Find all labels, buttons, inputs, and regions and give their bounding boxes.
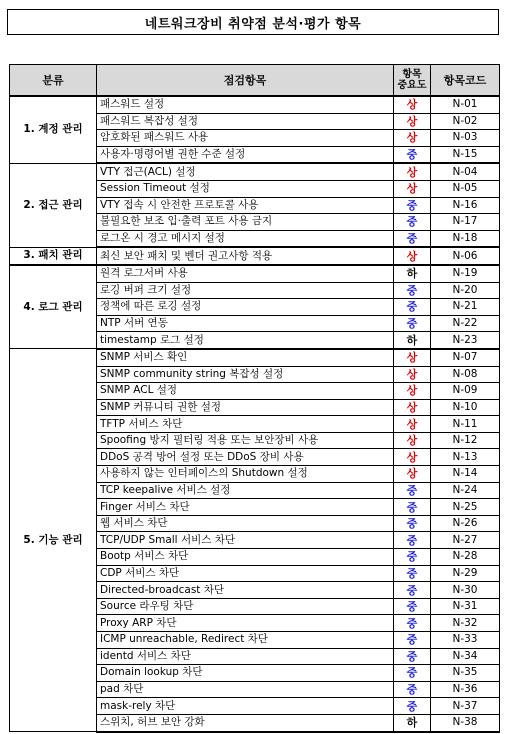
code-cell: N-36: [431, 681, 500, 698]
code-cell: N-22: [431, 315, 500, 332]
importance-cell: 상: [394, 96, 431, 113]
code-cell: N-28: [431, 549, 500, 566]
importance-cell: 중: [394, 532, 431, 549]
item-cell: 정책에 따른 로깅 설정: [97, 299, 394, 316]
importance-cell: 상: [394, 449, 431, 466]
code-cell: N-12: [431, 432, 500, 449]
header-item: 점검항목: [97, 65, 394, 97]
item-cell: TFTP 서비스 차단: [97, 416, 394, 433]
importance-cell: 상: [394, 366, 431, 383]
importance-cell: 하: [394, 714, 431, 731]
item-cell: 스위치, 허브 보안 강화: [97, 714, 394, 731]
code-cell: N-25: [431, 499, 500, 516]
code-cell: N-24: [431, 482, 500, 499]
item-cell: 사용자·명령어별 권한 수준 설정: [97, 146, 394, 163]
importance-cell: 중: [394, 146, 431, 163]
code-cell: N-38: [431, 714, 500, 731]
importance-cell: 상: [394, 247, 431, 265]
item-cell: ICMP unreachable, Redirect 차단: [97, 632, 394, 649]
importance-cell: 중: [394, 197, 431, 214]
importance-cell: 중: [394, 214, 431, 231]
category-cell: 1. 계정 관리: [10, 96, 97, 163]
item-cell: 사용하지 않는 인터페이스의 Shutdown 설정: [97, 466, 394, 483]
code-cell: N-20: [431, 282, 500, 299]
item-cell: DDoS 공격 방어 설정 또는 DDoS 장비 사용: [97, 449, 394, 466]
code-cell: N-34: [431, 648, 500, 665]
item-cell: 패스워드 복잡성 설정: [97, 113, 394, 130]
code-cell: N-17: [431, 214, 500, 231]
code-cell: N-27: [431, 532, 500, 549]
item-cell: TCP keepalive 서비스 설정: [97, 482, 394, 499]
code-cell: N-21: [431, 299, 500, 316]
item-cell: VTY 접속 시 안전한 프로토콜 사용: [97, 197, 394, 214]
importance-cell: 상: [394, 349, 431, 366]
item-cell: SNMP 서비스 확인: [97, 349, 394, 366]
code-cell: N-31: [431, 598, 500, 615]
code-cell: N-29: [431, 565, 500, 582]
importance-cell: 중: [394, 230, 431, 247]
importance-cell: 상: [394, 383, 431, 400]
item-cell: SNMP community string 복잡성 설정: [97, 366, 394, 383]
table-header-row: [10, 65, 500, 97]
code-cell: N-33: [431, 632, 500, 649]
importance-cell: 중: [394, 315, 431, 332]
code-cell: N-23: [431, 332, 500, 349]
item-cell: 패스워드 설정: [97, 96, 394, 113]
item-cell: Proxy ARP 차단: [97, 615, 394, 632]
item-cell: 원격 로그서버 사용: [97, 265, 394, 282]
table-row: [10, 96, 500, 113]
item-cell: 웹 서비스 차단: [97, 515, 394, 532]
importance-cell: 상: [394, 466, 431, 483]
header-category: 분류: [10, 65, 97, 97]
code-cell: N-32: [431, 615, 500, 632]
importance-cell: 상: [394, 163, 431, 180]
code-cell: N-02: [431, 113, 500, 130]
code-cell: N-26: [431, 515, 500, 532]
importance-cell: 상: [394, 399, 431, 416]
importance-cell: 중: [394, 499, 431, 516]
importance-cell: 중: [394, 632, 431, 649]
item-cell: mask-rely 차단: [97, 698, 394, 715]
item-cell: Finger 서비스 차단: [97, 499, 394, 516]
code-cell: N-15: [431, 146, 500, 163]
code-cell: N-10: [431, 399, 500, 416]
item-cell: SNMP ACL 설정: [97, 383, 394, 400]
item-cell: timestamp 로그 설정: [97, 332, 394, 349]
item-cell: 로깅 버퍼 크기 설정: [97, 282, 394, 299]
importance-cell: 상: [394, 113, 431, 130]
item-cell: Spoofing 방지 필터링 적용 또는 보안장비 사용: [97, 432, 394, 449]
item-cell: CDP 서비스 차단: [97, 565, 394, 582]
importance-cell: 중: [394, 648, 431, 665]
code-cell: N-07: [431, 349, 500, 366]
code-cell: N-04: [431, 163, 500, 180]
importance-cell: 중: [394, 681, 431, 698]
item-cell: 불필요한 보조 입·출력 포트 사용 금지: [97, 214, 394, 231]
item-cell: pad 차단: [97, 681, 394, 698]
code-cell: N-30: [431, 582, 500, 599]
importance-cell: 중: [394, 299, 431, 316]
table-row: [10, 349, 500, 366]
code-cell: N-35: [431, 665, 500, 682]
table-body: [10, 96, 500, 732]
code-cell: N-08: [431, 366, 500, 383]
header-importance: [394, 65, 431, 97]
header-code: 항목코드: [431, 65, 500, 97]
item-cell: Directed-broadcast 차단: [97, 582, 394, 599]
importance-cell: 중: [394, 282, 431, 299]
table-row: [10, 163, 500, 180]
category-cell: 2. 접근 관리: [10, 163, 97, 247]
code-cell: N-06: [431, 247, 500, 265]
importance-cell: 하: [394, 265, 431, 282]
importance-cell: 중: [394, 565, 431, 582]
item-cell: 암호화된 패스워드 사용: [97, 130, 394, 147]
importance-cell: 중: [394, 598, 431, 615]
table-row: [10, 265, 500, 282]
importance-cell: 하: [394, 332, 431, 349]
code-cell: N-13: [431, 449, 500, 466]
item-cell: identd 서비스 차단: [97, 648, 394, 665]
importance-cell: 중: [394, 698, 431, 715]
importance-cell: 상: [394, 180, 431, 197]
importance-cell: 중: [394, 549, 431, 566]
category-cell: 3. 패치 관리: [10, 247, 97, 265]
code-cell: N-01: [431, 96, 500, 113]
importance-cell: 상: [394, 130, 431, 147]
code-cell: N-09: [431, 383, 500, 400]
assessment-table: [9, 64, 500, 733]
code-cell: N-05: [431, 180, 500, 197]
importance-cell: 중: [394, 615, 431, 632]
item-cell: 로그온 시 경고 메시지 설정: [97, 230, 394, 247]
importance-cell: 상: [394, 416, 431, 433]
header-importance-label: 항목 중요도: [397, 69, 427, 91]
item-cell: 최신 보안 패치 및 벤더 권고사항 적용: [97, 247, 394, 265]
item-cell: Source 라우팅 차단: [97, 598, 394, 615]
importance-cell: 중: [394, 582, 431, 599]
importance-cell: 상: [394, 432, 431, 449]
code-cell: N-14: [431, 466, 500, 483]
category-cell: 4. 로그 관리: [10, 265, 97, 349]
item-cell: VTY 접근(ACL) 설정: [97, 163, 394, 180]
category-cell: 5. 기능 관리: [10, 349, 97, 732]
item-cell: TCP/UDP Small 서비스 차단: [97, 532, 394, 549]
item-cell: Domain lookup 차단: [97, 665, 394, 682]
page-title: 네트워크장비 취약점 분석·평가 항목: [7, 9, 499, 35]
code-cell: N-16: [431, 197, 500, 214]
table-row: [10, 247, 500, 265]
code-cell: N-37: [431, 698, 500, 715]
importance-cell: 중: [394, 482, 431, 499]
item-cell: NTP 서버 연동: [97, 315, 394, 332]
importance-cell: 중: [394, 515, 431, 532]
code-cell: N-19: [431, 265, 500, 282]
code-cell: N-03: [431, 130, 500, 147]
item-cell: SNMP 커뮤니티 권한 설정: [97, 399, 394, 416]
importance-cell: 중: [394, 665, 431, 682]
code-cell: N-11: [431, 416, 500, 433]
code-cell: N-18: [431, 230, 500, 247]
item-cell: Bootp 서비스 차단: [97, 549, 394, 566]
item-cell: Session Timeout 설정: [97, 180, 394, 197]
